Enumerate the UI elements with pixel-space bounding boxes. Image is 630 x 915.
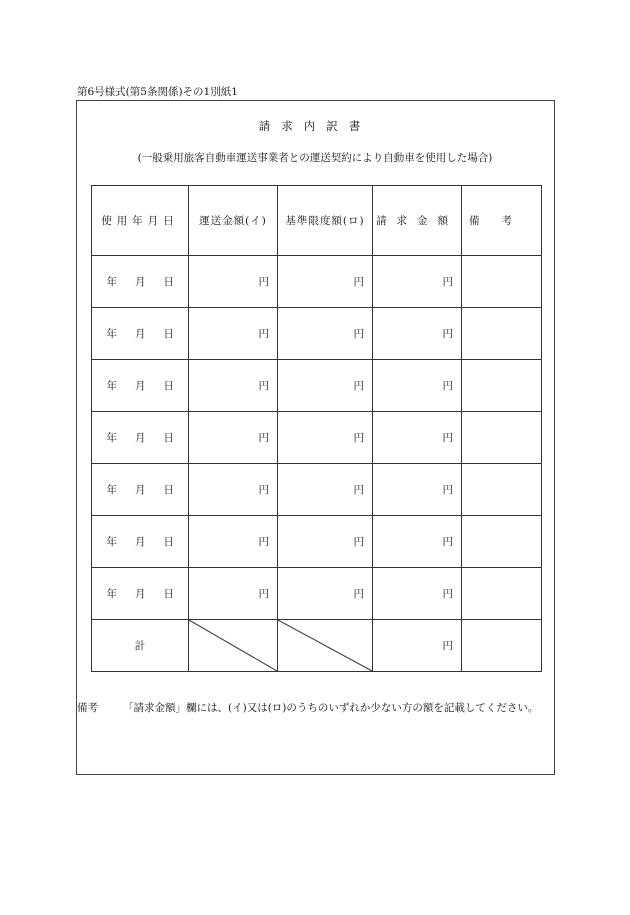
breakdown-table xyxy=(91,185,542,672)
month-unit: 月 xyxy=(135,328,146,340)
month-unit: 月 xyxy=(135,380,146,392)
note-heading: 備考 xyxy=(77,702,98,714)
yen-unit: 円 xyxy=(258,328,269,340)
usage-date-cell[interactable] xyxy=(92,568,189,620)
usage-date-cell[interactable] xyxy=(92,308,189,360)
remarks-cell[interactable] xyxy=(462,412,542,464)
limit-amount-cell[interactable] xyxy=(278,360,373,412)
table-row xyxy=(92,464,542,516)
header-limit-amount: 基準限度額(ロ) xyxy=(278,186,373,256)
diagonal-line xyxy=(189,620,277,671)
header-request-amount: 請求金額 xyxy=(373,186,462,256)
fare-amount-cell[interactable] xyxy=(189,256,278,308)
year-unit: 年 xyxy=(106,588,117,600)
yen-unit: 円 xyxy=(353,432,364,444)
request-amount-cell[interactable] xyxy=(373,412,462,464)
day-unit: 日 xyxy=(163,328,174,340)
month-unit: 月 xyxy=(135,276,146,288)
yen-unit: 円 xyxy=(353,328,364,340)
request-amount-cell[interactable] xyxy=(373,568,462,620)
header-remarks: 備考 xyxy=(462,186,542,256)
yen-unit: 円 xyxy=(442,380,453,392)
yen-unit: 円 xyxy=(353,484,364,496)
limit-amount-cell[interactable] xyxy=(278,256,373,308)
month-unit: 月 xyxy=(135,432,146,444)
yen-unit: 円 xyxy=(258,588,269,600)
yen-unit: 円 xyxy=(258,484,269,496)
header-usage-date: 使用年月日 xyxy=(92,186,189,256)
year-unit: 年 xyxy=(106,380,117,392)
remarks-note xyxy=(77,700,549,716)
total-label: 計 xyxy=(92,620,189,672)
note-text: 「請求金額」欄には、(イ)又は(ロ)のうちのいずれか少ない方の額を記載してください。 xyxy=(123,702,539,714)
yen-unit: 円 xyxy=(442,432,453,444)
month-unit: 月 xyxy=(135,484,146,496)
month-unit: 月 xyxy=(135,588,146,600)
request-amount-cell[interactable] xyxy=(373,360,462,412)
usage-date-cell[interactable] xyxy=(92,516,189,568)
remarks-cell[interactable] xyxy=(462,568,542,620)
yen-unit: 円 xyxy=(353,588,364,600)
request-amount-cell[interactable] xyxy=(373,308,462,360)
year-unit: 年 xyxy=(106,328,117,340)
fare-amount-cell[interactable] xyxy=(189,516,278,568)
page-title: 請求内訳書 xyxy=(258,119,372,133)
table-header-row xyxy=(92,186,542,256)
remarks-cell[interactable] xyxy=(462,464,542,516)
fare-amount-cell[interactable] xyxy=(189,412,278,464)
page-subtitle: (一般乗用旅客自動車運送事業者との運送契約により自動車を使用した場合) xyxy=(137,152,493,164)
usage-date-cell[interactable] xyxy=(92,412,189,464)
table-body xyxy=(92,256,542,620)
fare-amount-cell[interactable] xyxy=(189,568,278,620)
limit-amount-cell[interactable] xyxy=(278,308,373,360)
yen-unit: 円 xyxy=(353,536,364,548)
yen-unit: 円 xyxy=(353,380,364,392)
total-request-amount[interactable] xyxy=(373,620,462,672)
table-row xyxy=(92,308,542,360)
table-row xyxy=(92,360,542,412)
total-fare-slashed-cell xyxy=(189,620,278,672)
diagonal-line xyxy=(278,620,372,671)
year-unit: 年 xyxy=(106,432,117,444)
total-limit-slashed-cell xyxy=(278,620,373,672)
remarks-cell[interactable] xyxy=(462,360,542,412)
remarks-cell[interactable] xyxy=(462,256,542,308)
yen-unit: 円 xyxy=(258,432,269,444)
usage-date-cell[interactable] xyxy=(92,360,189,412)
day-unit: 日 xyxy=(163,276,174,288)
yen-unit: 円 xyxy=(442,640,453,652)
year-unit: 年 xyxy=(106,536,117,548)
limit-amount-cell[interactable] xyxy=(278,464,373,516)
year-unit: 年 xyxy=(106,484,117,496)
day-unit: 日 xyxy=(163,484,174,496)
table-row xyxy=(92,412,542,464)
yen-unit: 円 xyxy=(442,536,453,548)
yen-unit: 円 xyxy=(258,276,269,288)
request-amount-cell[interactable] xyxy=(373,256,462,308)
day-unit: 日 xyxy=(163,380,174,392)
form-number-label: 第6号様式(第5条関係)その1別紙1 xyxy=(77,86,238,98)
fare-amount-cell[interactable] xyxy=(189,360,278,412)
table-row xyxy=(92,568,542,620)
limit-amount-cell[interactable] xyxy=(278,516,373,568)
table-row xyxy=(92,516,542,568)
yen-unit: 円 xyxy=(258,536,269,548)
fare-amount-cell[interactable] xyxy=(189,464,278,516)
yen-unit: 円 xyxy=(353,276,364,288)
remarks-cell[interactable] xyxy=(462,516,542,568)
day-unit: 日 xyxy=(163,536,174,548)
year-unit: 年 xyxy=(106,276,117,288)
yen-unit: 円 xyxy=(442,328,453,340)
header-fare-amount: 運送金額(イ) xyxy=(189,186,278,256)
yen-unit: 円 xyxy=(258,380,269,392)
month-unit: 月 xyxy=(135,536,146,548)
limit-amount-cell[interactable] xyxy=(278,568,373,620)
limit-amount-cell[interactable] xyxy=(278,412,373,464)
total-remarks[interactable] xyxy=(462,620,542,672)
request-amount-cell[interactable] xyxy=(373,516,462,568)
fare-amount-cell[interactable] xyxy=(189,308,278,360)
usage-date-cell[interactable] xyxy=(92,464,189,516)
total-row xyxy=(92,620,542,672)
yen-unit: 円 xyxy=(442,276,453,288)
request-amount-cell[interactable] xyxy=(373,464,462,516)
yen-unit: 円 xyxy=(442,588,453,600)
yen-unit: 円 xyxy=(442,484,453,496)
remarks-cell[interactable] xyxy=(462,308,542,360)
day-unit: 日 xyxy=(163,432,174,444)
day-unit: 日 xyxy=(163,588,174,600)
usage-date-cell[interactable] xyxy=(92,256,189,308)
table-row xyxy=(92,256,542,308)
